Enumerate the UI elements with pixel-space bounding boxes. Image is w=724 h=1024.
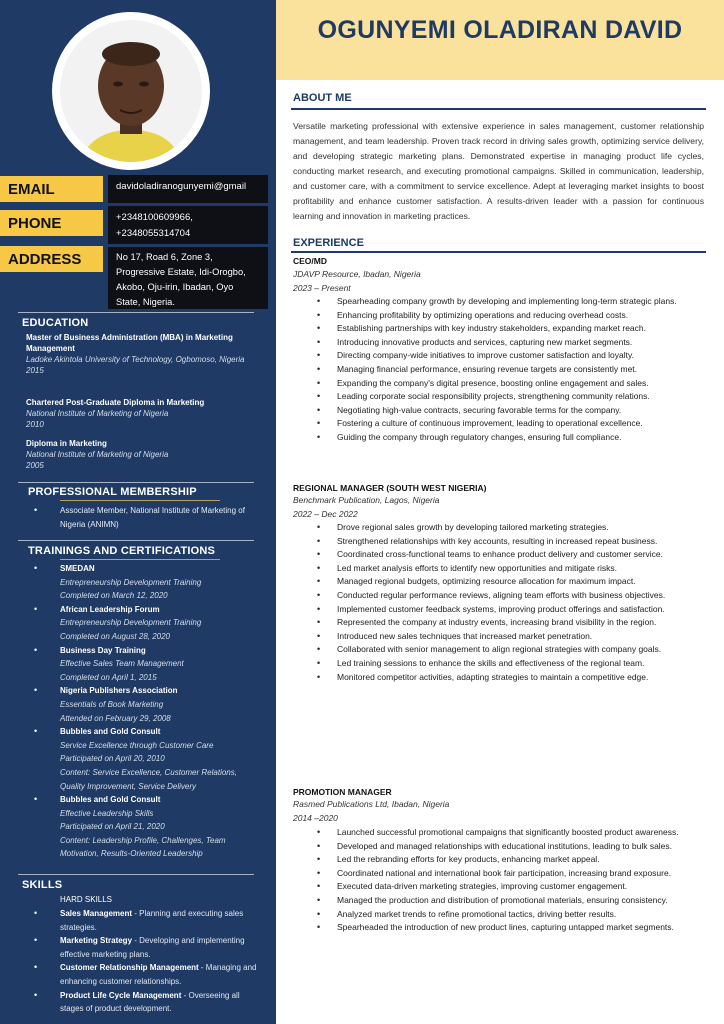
job-title: PROMOTION MANAGER [293, 787, 392, 797]
profile-photo-frame [52, 12, 210, 170]
membership-list [34, 504, 264, 531]
list-item: • Fostering a culture of continuous improvement, leading to operational excellence. [317, 417, 704, 431]
list-item: • Managed regional budgets, optimizing resource allocation for maximum impact. [317, 575, 704, 589]
list-item: • Conducted regular performance reviews, aligning team efforts with business objectives. [317, 589, 704, 603]
list-item: • Monitored competitor activities, adapting strategies to maintain a competitive edge. [317, 671, 704, 685]
list-item: • Coordinated national and international book fair participation, increasing brand exposure. [317, 867, 704, 881]
list-item: • Customer Relationship Management - Managing and enhancing customer relationships. [34, 961, 264, 988]
job-meta [293, 494, 439, 521]
company: Benchmark Publication, Lagos, Nigeria [293, 495, 440, 505]
company: JDAVP Resource, Ibadan, Nigeria [293, 269, 421, 279]
address-value: No 17, Road 6, Zone 3, Progressive Estate, Idi-Orogbo, Akobo, Oju-irin, Ibadan, Oyo State, Nigeria. [108, 247, 268, 309]
divider [291, 108, 706, 110]
list-item: • Bubbles and Gold Consult Service Excellence through Customer Care Participated on April 20, 2010 Content: Service Excellence, Customer Relations, Quality Improvement, Service Delivery [34, 725, 264, 793]
about-text: Versatile marketing professional with extensive experience in sales management, customer relationship management, and team leadership. Proven track record in driving sales growth, optimizing service delivery, and developing strategic marketing plans. Demonstrated expertise in managing product life cycles, conducting market research, and executing promotional campaigns. Skilled in communication, leadership, and customer care, with a commitment to service excellence. Adept at leveraging market insights to boost profitability and enhance customer satisfaction. A results-driven leader with a passion for continuous learning and innovation in marketing practices. [293, 121, 704, 221]
institution: National Institute of Marketing of Nigeria [26, 450, 169, 459]
list-item: • Introduced new sales techniques that increased market penetration. [317, 630, 704, 644]
divider [18, 482, 254, 483]
list-item: • Introducing innovative products and services, capturing new market segments. [317, 336, 704, 350]
experience-heading: EXPERIENCE [293, 237, 364, 249]
divider [18, 540, 254, 541]
list-item: • SMEDAN Entrepreneurship Development Training Completed on March 12, 2020 [34, 562, 264, 603]
list-item: • Drove regional sales growth by developing tailored marketing strategies. [317, 521, 704, 535]
address-label: ADDRESS [0, 246, 103, 272]
institution: National Institute of Marketing of Nigeria [26, 409, 169, 418]
job-meta [293, 798, 449, 825]
list-item: • Expanding the company's digital presence, boosting online engagement and sales. [317, 377, 704, 391]
education-item [26, 438, 258, 471]
skills-heading: SKILLS [22, 879, 63, 891]
list-item: • Analyzed market trends to refine promotional tactics, driving better results. [317, 908, 704, 922]
divider [18, 874, 254, 875]
divider [60, 559, 220, 560]
list-item: • Leading corporate social responsibility projects, strengthening community relations. [317, 390, 704, 404]
skills-list [34, 907, 264, 1016]
phone-value[interactable] [108, 206, 268, 244]
institution: Ladoke Akintola University of Technology, Ogbomoso, Nigeria [26, 355, 245, 364]
job-title: CEO/MD [293, 256, 327, 266]
list-item: • Sales Management - Planning and executing sales strategies. [34, 907, 264, 934]
list-item: • African Leadership Forum Entrepreneurship Development Training Completed on August 28, 2020 [34, 603, 264, 644]
degree: Diploma in Marketing [26, 439, 107, 448]
divider [18, 312, 254, 313]
education-item [26, 332, 258, 376]
degree: Chartered Post-Graduate Diploma in Marketing [26, 398, 205, 407]
job-bullets [317, 521, 704, 684]
dates: 2022 – Dec 2022 [293, 508, 358, 519]
list-item: • Nigeria Publishers Association Essentials of Book Marketing Attended on February 29, 2008 [34, 684, 264, 725]
profile-photo [60, 20, 202, 162]
sidebar [0, 0, 276, 1024]
list-item: • Establishing partnerships with key industry stakeholders, expanding market reach. [317, 322, 704, 336]
divider [60, 500, 220, 501]
list-item: • Collaborated with senior management to align regional strategies with company goals. [317, 643, 704, 657]
dates: 2014 –2020 [293, 812, 338, 823]
phone-number-2: +2348055314704 [116, 228, 191, 239]
list-item: • Spearheaded the introduction of new product lines, capturing untapped market segments. [317, 921, 704, 935]
email-label: EMAIL [0, 176, 103, 202]
list-item: • Executed data-driven marketing strategies, improving customer engagement. [317, 880, 704, 894]
year: 2010 [26, 420, 44, 429]
divider [291, 251, 706, 253]
membership-heading: PROFESSIONAL MEMBERSHIP [28, 486, 197, 498]
year: 2015 [26, 366, 44, 375]
trainings-heading: TRAININGS AND CERTIFICATIONS [28, 545, 216, 557]
list-item: • Directing company-wide initiatives to improve customer satisfaction and loyalty. [317, 349, 704, 363]
company: Rasmed Publications Ltd, Ibadan, Nigeria [293, 799, 450, 809]
list-item: • Business Day Training Effective Sales Team Management Completed on April 1, 2015 [34, 644, 264, 685]
about-heading: ABOUT ME [293, 92, 352, 104]
job-bullets [317, 826, 704, 935]
list-item: • Guiding the company through regulatory changes, ensuring full compliance. [317, 431, 704, 445]
list-item: • Bubbles and Gold Consult Effective Leadership Skills Participated on April 21, 2020 Content: Leadership Profile, Challenges, Team Motivation, Results-Oriented Leadership [34, 793, 264, 861]
list-item: • Developed and managed relationships with educational institutions, leading to bulk sales. [317, 840, 704, 854]
list-item: • Spearheading company growth by developing and implementing long-term strategic plans. [317, 295, 704, 309]
email-value[interactable]: davidoladiranogunyemi@gmail [108, 175, 268, 203]
list-item: • Led market analysis efforts to identify new opportunities and mitigate risks. [317, 562, 704, 576]
list-item: • Associate Member, National Institute of Marketing of Nigeria (ANIMN) [34, 504, 264, 531]
education-item [26, 397, 258, 430]
job-meta [293, 268, 421, 295]
page-title: OGUNYEMI OLADIRAN DAVID [317, 16, 683, 44]
list-item: • Managing financial performance, ensuring revenue targets are consistently met. [317, 363, 704, 377]
list-item: • Coordinated cross-functional teams to enhance product delivery and customer service. [317, 548, 704, 562]
degree: Master of Business Administration (MBA) in Marketing Management [26, 333, 233, 353]
list-item: • Led training sessions to enhance the skills and effectiveness of the regional team. [317, 657, 704, 671]
list-item: • Implemented customer feedback systems, improving product offerings and satisfaction. [317, 603, 704, 617]
list-item: • Strengthened relationships with key accounts, resulting in increased repeat business. [317, 535, 704, 549]
list-item: • Negotiating high-value contracts, securing favorable terms for the company. [317, 404, 704, 418]
phone-label: PHONE [0, 210, 103, 236]
phone-number-1: +2348100609966, [116, 212, 193, 223]
job-title: REGIONAL MANAGER (SOUTH WEST NIGERIA) [293, 483, 487, 493]
education-heading: EDUCATION [22, 317, 89, 329]
list-item: • Product Life Cycle Management - Overseeing all stages of product development. [34, 989, 264, 1016]
job-bullets [317, 295, 704, 445]
list-item: • Enhancing profitability by optimizing operations and reducing overhead costs. [317, 309, 704, 323]
list-item: • Marketing Strategy - Developing and implementing effective marketing plans. [34, 934, 264, 961]
list-item: • Launched successful promotional campaigns that significantly boosted product awareness. [317, 826, 704, 840]
list-item: • Represented the company at industry events, increasing brand visibility in the region. [317, 616, 704, 630]
hard-skills-subheading: HARD SKILLS [60, 895, 113, 904]
list-item: • Led the rebranding efforts for key products, enhancing market appeal. [317, 853, 704, 867]
list-item: • Managed the production and distribution of promotional materials, ensuring consistency. [317, 894, 704, 908]
trainings-list [34, 562, 264, 861]
year: 2005 [26, 461, 44, 470]
dates: 2023 – Present [293, 282, 351, 293]
